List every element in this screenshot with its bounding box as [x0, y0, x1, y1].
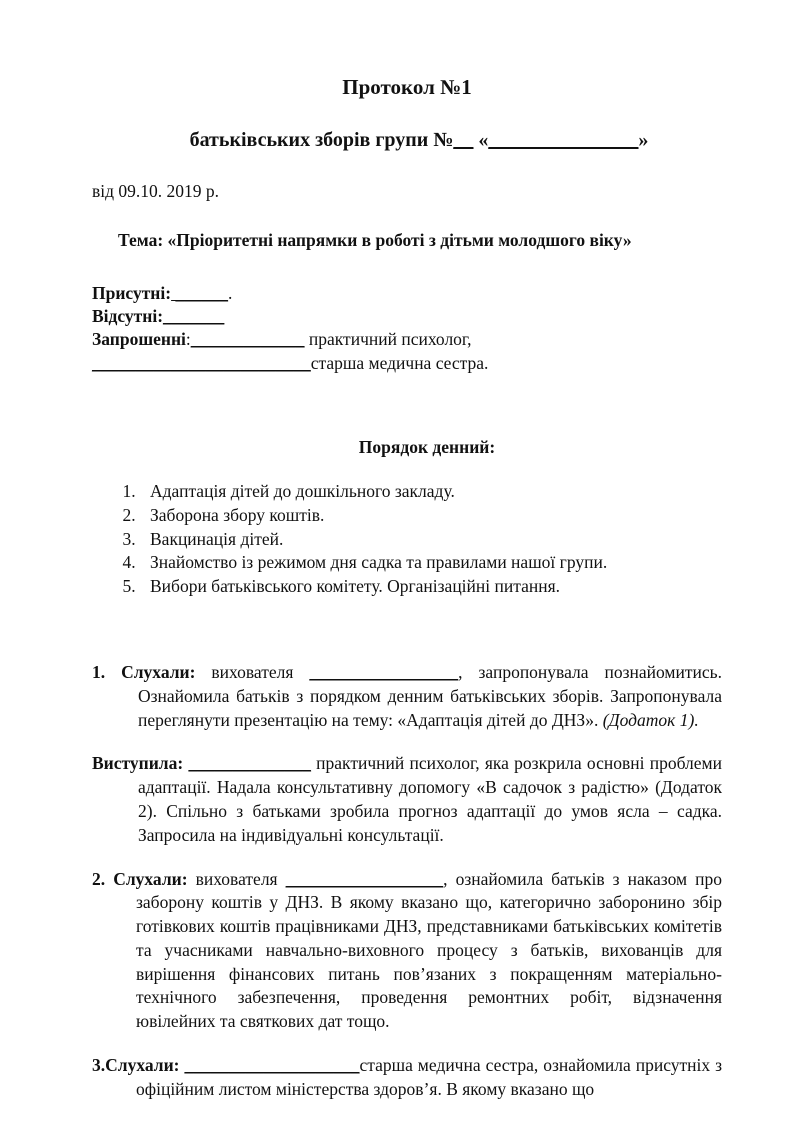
subtitle-prefix: батьківських зборів групи №	[189, 129, 454, 152]
minutes-spoke-label: Виступила:	[92, 753, 184, 774]
attendance-absent-row	[92, 305, 722, 328]
minutes-blank-3[interactable]: __________________	[285, 868, 444, 889]
attendance-block	[92, 282, 722, 375]
attendance-present-tail: .	[227, 282, 233, 303]
minutes-lead-1: вихователя	[195, 661, 310, 682]
minutes-text-2: практичний психолог, яка розкрила основні проблеми адаптації. Надала консультативну допомогу «В садочок з радістю» (Додаток 2). Спільно з батьками зробила прогноз адаптації до умов ясла – садка. Запросила на індивідуальні консультації.	[138, 753, 722, 845]
group-number-blank[interactable]: __	[453, 129, 474, 152]
agenda-heading: Порядок денний:	[358, 436, 496, 457]
list-item: 4. Знайомство із режимом дня садка та правилами нашої групи.	[140, 551, 722, 575]
list-item: 2. Заборона збору коштів.	[140, 504, 722, 528]
attendance-present-blank[interactable]: ______	[171, 282, 228, 303]
minutes-number-1: 1.	[92, 661, 106, 682]
subtitle-quote-open: «	[473, 129, 489, 152]
attendance-invited-row	[92, 328, 722, 351]
attendance-invited-blank-2[interactable]: _________________________	[92, 352, 311, 373]
list-item: 3. Вакцинація дітей.	[140, 528, 722, 552]
minutes-blank-1[interactable]: _________________	[309, 661, 459, 682]
minutes-item-4	[92, 1054, 722, 1102]
agenda-list	[92, 480, 722, 599]
subtitle-quote-close: »	[638, 129, 649, 152]
page-title: Протокол №1	[342, 75, 472, 99]
attendance-invited-role-2: старша медична сестра.	[310, 352, 489, 373]
minutes-lead-3: вихователя	[187, 868, 286, 889]
attendance-invited-role: практичний психолог,	[304, 329, 472, 350]
minutes-label-1	[105, 662, 121, 682]
minutes-text-3: , ознайомила батьків з наказом про заборону коштів у ДНЗ. В якому вказано що, категорично заборонино збір готівкових коштів працівниками ДНЗ, представниками батьківських комітетів та учасниками навчально-виховного процесу з батьків, вихованців для вирішення фінансових питань пов’язаних з покращенням матеріально-технічного забезпечення, проведення ремонтних робіт, відзначення ювілейних та святкових дат тощо.	[136, 868, 722, 1032]
attendance-invited-row-2	[92, 352, 722, 375]
attendance-present-label: Присутні:	[92, 282, 172, 303]
attendance-absent-blank[interactable]: _______	[163, 306, 225, 327]
attendance-absent-label: Відсутні:	[92, 306, 164, 327]
minutes-number-3: 2.	[92, 868, 106, 889]
minutes-gap-3	[105, 869, 113, 889]
minutes-item-1	[92, 661, 722, 732]
list-item: 5. Вибори батьківського комітету. Організаційні питання.	[140, 575, 722, 599]
minutes-heard-label-3: Слухали:	[113, 868, 188, 889]
minutes-text-1: , запропонувала познайомитись. Ознайомила батьків з порядком денним батьківських зборів. Запропонувала переглянути презентацію на тему: «Адаптація дітей до ДНЗ».	[138, 661, 722, 730]
attendance-present-row	[92, 282, 722, 305]
document-date: від 09.10. 2019 р.	[92, 181, 220, 202]
minutes-item-2	[92, 752, 722, 847]
document-content	[92, 74, 722, 1122]
minutes-blank-4[interactable]: ____________________	[184, 1055, 360, 1076]
minutes-blank-2[interactable]: ______________	[188, 753, 311, 774]
list-item: 1. Адаптація дітей до дошкільного закладу.	[140, 480, 722, 504]
document-subtitle	[92, 128, 722, 153]
attendance-invited-blank[interactable]: _____________	[190, 329, 305, 350]
minutes-item-3	[92, 868, 722, 1035]
meeting-theme: Тема: «Пріоритетні напрямки в роботі з дітьми молодшого віку»	[118, 230, 632, 251]
minutes-text-4: старша медична сестра, ознайомила присутніх з офіційним листом міністерства здоров’я. В якому вказано що	[136, 1055, 723, 1099]
minutes-heard-label-1: Слухали:	[121, 661, 196, 682]
minutes-appendix-1: (Додаток 1).	[602, 709, 699, 730]
group-name-blank[interactable]: _______________	[488, 129, 639, 152]
minutes-number-4: 3.	[92, 1055, 106, 1076]
attendance-invited-colon: :	[185, 329, 191, 350]
attendance-invited-label: Запрошенні	[92, 329, 186, 350]
minutes-heard-label-4: Слухали:	[105, 1055, 180, 1076]
